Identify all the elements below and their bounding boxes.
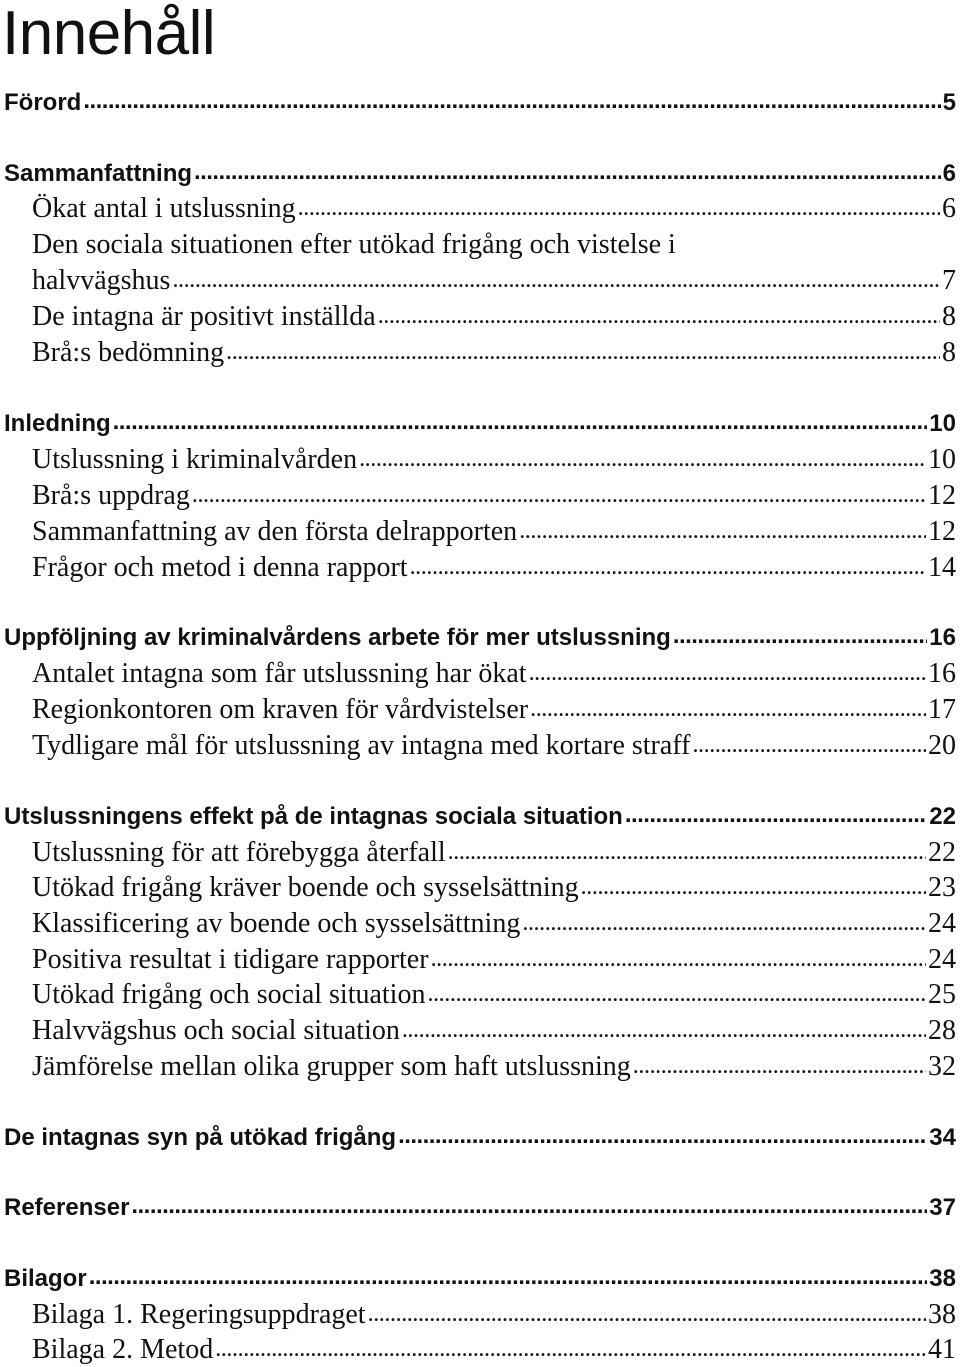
dot-leader — [131, 1191, 927, 1225]
toc-page-number: 22 — [929, 803, 956, 830]
toc-entry-title: Brå:s bedömning — [32, 337, 225, 368]
dot-leader — [194, 157, 941, 191]
toc-section-entry[interactable] — [32, 871, 956, 905]
toc-page-number: 16 — [928, 658, 956, 689]
dot-leader — [359, 443, 926, 477]
toc-entry-title: Bilaga 2. Metod — [32, 1334, 214, 1365]
toc-entry-title: Tydligare mål för utslussning av intagna med kortare straff — [32, 730, 691, 761]
toc-section-entry[interactable] — [32, 657, 956, 691]
toc-entry-title: De intagnas syn på utökad frigång — [4, 1124, 397, 1151]
toc-page-number: 38 — [929, 1265, 956, 1292]
dot-leader — [83, 86, 940, 120]
toc-page-number: 38 — [928, 1299, 956, 1330]
toc-entry-title: Utökad frigång kräver boende och sysselsättning — [32, 872, 579, 903]
toc-entry-title: Uppföljning av kriminalvårdens arbete för mer utslussning — [4, 624, 671, 651]
dot-leader — [298, 192, 940, 226]
dot-leader — [226, 336, 940, 370]
toc-entry-title: Referenser — [4, 1194, 130, 1221]
toc-entry-title: Ökat antal i utslussning — [32, 193, 296, 224]
toc-entry-title: Klassificering av boende och sysselsättning — [32, 908, 521, 939]
toc-entry-title: Positiva resultat i tidigare rapporter — [32, 944, 429, 975]
dot-leader — [673, 621, 927, 655]
toc-entry-title: Halvvägshus och social situation — [32, 1015, 400, 1046]
dot-leader — [519, 515, 926, 549]
toc-chapter-entry[interactable] — [4, 1191, 956, 1225]
toc-entry-title: Bilagor — [4, 1265, 87, 1292]
toc-page-number: 8 — [942, 337, 956, 368]
toc-entry-title: Inledning — [4, 410, 111, 437]
toc-chapter-entry[interactable] — [4, 407, 956, 441]
dot-leader — [522, 907, 926, 941]
toc-page-number: 6 — [942, 193, 956, 224]
toc-section-entry[interactable] — [32, 515, 956, 549]
dot-leader — [192, 479, 926, 513]
dot-leader — [448, 836, 926, 870]
toc-section-entry[interactable] — [32, 943, 956, 977]
toc-section-entry[interactable] — [32, 693, 956, 727]
toc-page-number: 10 — [929, 410, 956, 437]
toc-section-entry[interactable] — [32, 336, 956, 370]
toc-section-entry[interactable] — [32, 1298, 956, 1332]
toc-section-entry[interactable] — [32, 479, 956, 513]
toc-page-number: 24 — [928, 908, 956, 939]
toc-chapter-entry[interactable] — [4, 1121, 956, 1155]
toc-entry-title: Utökad frigång och social situation — [32, 979, 426, 1010]
toc-page-number: 22 — [928, 837, 956, 868]
toc-page-number: 34 — [929, 1124, 956, 1151]
toc-section-entry[interactable] — [32, 1050, 956, 1084]
dot-leader — [427, 978, 926, 1012]
toc-page-number: 41 — [928, 1334, 956, 1365]
dot-leader — [431, 943, 926, 977]
toc-page-number: 16 — [929, 624, 956, 651]
toc-section-entry[interactable] — [32, 1014, 956, 1048]
toc-page-number: 24 — [928, 944, 956, 975]
toc-entry-title: Brå:s uppdrag — [32, 480, 190, 511]
toc-entry-title: halvvägshus — [32, 265, 171, 296]
toc-entry-title: Utslussning i kriminalvården — [32, 444, 358, 475]
toc-chapter-entry[interactable] — [4, 800, 956, 834]
toc-page-number: 10 — [928, 444, 956, 475]
toc-entry-title: Utslussning för att förebygga återfall — [32, 837, 446, 868]
toc-page-number: 23 — [928, 872, 956, 903]
toc-section-entry[interactable] — [32, 907, 956, 941]
dot-leader — [402, 1014, 926, 1048]
toc-page-number: 37 — [929, 1194, 956, 1221]
toc-page-number: 25 — [928, 979, 956, 1010]
toc-page-number: 12 — [928, 516, 956, 547]
toc-page-number: 17 — [928, 694, 956, 725]
dot-leader — [529, 657, 926, 691]
toc-chapter-entry[interactable] — [4, 1262, 956, 1296]
toc-page-number: 32 — [928, 1051, 956, 1082]
toc-page-number: 20 — [928, 730, 956, 761]
dot-leader — [113, 407, 928, 441]
dot-leader — [368, 1298, 926, 1332]
dot-leader — [378, 300, 940, 334]
toc-entry-title: Förord — [4, 89, 82, 116]
toc-page-number: 7 — [942, 265, 956, 296]
dot-leader — [692, 729, 926, 763]
dot-leader — [89, 1262, 928, 1296]
toc-page-number: 6 — [942, 160, 956, 187]
toc-entry-title: Bilaga 1. Regeringsuppdraget — [32, 1299, 366, 1330]
toc-entry-title: Den sociala situationen efter utökad frigång och vistelse i — [32, 229, 676, 260]
toc-entry-title: Utslussningens effekt på de intagnas sociala situation — [4, 803, 623, 830]
toc-page-number: 12 — [928, 480, 956, 511]
dot-leader — [215, 1333, 926, 1367]
toc-section-entry[interactable] — [32, 729, 956, 763]
dot-leader — [410, 551, 926, 585]
toc-section-entry[interactable] — [32, 551, 956, 585]
toc-section-entry[interactable] — [32, 192, 956, 226]
toc-page-number: 28 — [928, 1015, 956, 1046]
toc-chapter-entry[interactable] — [4, 157, 956, 191]
toc-page-number: 14 — [928, 552, 956, 583]
toc-section-entry[interactable] — [32, 228, 956, 262]
toc-section-entry[interactable] — [32, 978, 956, 1012]
dot-leader — [530, 693, 926, 727]
toc-entry-title: Jämförelse mellan olika grupper som haft utslussning — [32, 1051, 631, 1082]
toc-entry-title: Regionkontoren om kraven för vårdvistelser — [32, 694, 529, 725]
toc-section-entry[interactable] — [32, 300, 956, 334]
dot-leader — [172, 264, 940, 298]
toc-chapter-entry[interactable] — [4, 621, 956, 655]
toc-entry-title: De intagna är positivt inställda — [32, 301, 376, 332]
dot-leader — [581, 871, 926, 905]
toc-section-entry[interactable] — [32, 264, 956, 298]
toc-page-number: 5 — [942, 89, 956, 116]
toc-entry-title: Frågor och metod i denna rapport — [32, 552, 408, 583]
page-title: Innehåll — [2, 0, 216, 68]
toc-entry-title: Antalet intagna som får utslussning har ökat — [32, 658, 527, 689]
toc-section-entry[interactable] — [32, 836, 956, 870]
dot-leader — [625, 800, 927, 834]
toc-page-number: 8 — [942, 301, 956, 332]
toc-entry-title: Sammanfattning — [4, 160, 193, 187]
dot-leader — [398, 1121, 927, 1155]
toc-section-entry[interactable] — [32, 443, 956, 477]
toc-entry-title: Sammanfattning av den första delrapporten — [32, 516, 518, 547]
toc-chapter-entry[interactable] — [4, 86, 956, 120]
toc-section-entry[interactable] — [32, 1333, 956, 1367]
dot-leader — [633, 1050, 926, 1084]
